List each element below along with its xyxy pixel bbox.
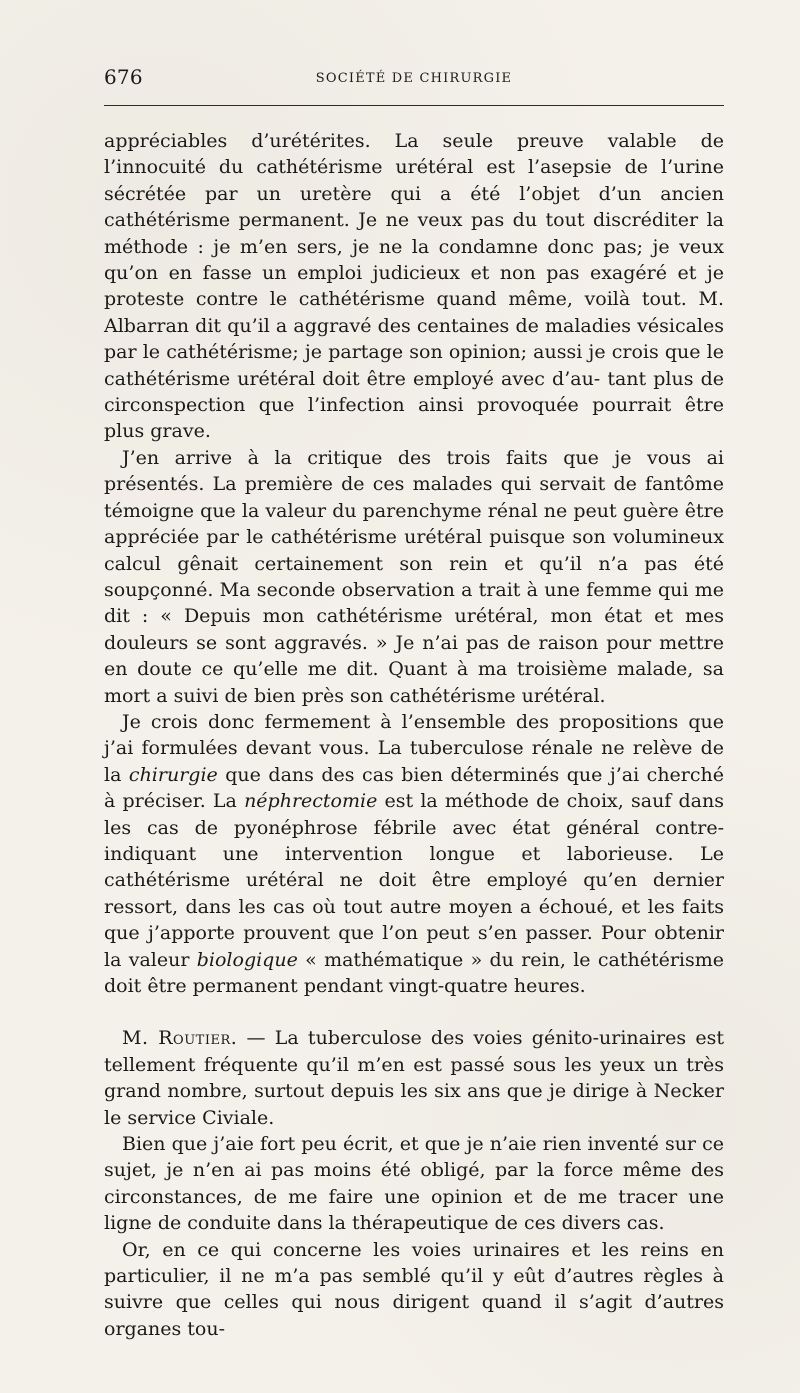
paragraph-3-text-3: est la méthode de choix, sauf dans les cas de pyonéphrose fébrile avec état général contre-indiquant une intervention longue et laborieuse. Le cathétérisme urétéral ne doit être employé qu’en dernier ressort, dans les cas où tout autre moyen a échoué, et les faits que j’apporte prouvent que l’on peut s’en passer. Pour obtenir la valeur — [104, 790, 724, 971]
paragraph-3-text-4: « mathématique » du rein, le cathétérisme doit être permanent pendant vingt-quatre heures. — [104, 948, 724, 997]
paragraph-3-text-1: Je crois donc fermement à l’ensemble des propositions que j’ai formulées devant vous. La tuberculose rénale ne relève de la — [104, 710, 724, 786]
paragraph-1: appréciables d’urétérites. La seule preuve valable de l’innocuité du cathétérisme urétéral est l’asepsie de l’urine sécrétée par un uretère qui a été l’objet d’un ancien cathétérisme permanent. Je ne veux pas du tout discréditer la méthode : je m’en sers, je ne la condamne donc pas; je veux qu’on en fasse un emploi judicieux et non pas exagéré et je proteste contre le cathétérisme quand même, voilà tout. M. Albarran dit qu’il a aggravé des centaines de maladies vésicales par le cathétérisme; je partage son opinion; aussi je crois que le cathétérisme urétéral doit être employé avec d’au- tant plus de circonspection que l’infection ainsi provoquée pourrait être plus grave. — [104, 130, 724, 443]
paragraph-2: J’en arrive à la critique des trois faits que je vous ai présentés. La première de ces malades qui servait de fantôme témoigne que la valeur du parenchyme rénal ne peut guère être appréciée par le cathétérisme urétéral puisque son volumineux calcul gênait certainement son rein et qu’il n’a pas été soupçonné. Ma seconde observation a trait à une femme qui me dit : « Depuis mon cathétérisme urétéral, mon état et mes douleurs se sont aggravés. » Je n’ai pas de raison pour mettre en doute ce qu’elle me dit. Quant à ma troisième malade, sa mort a suivi de bien près son cathétérisme urétéral. — [104, 446, 724, 707]
paragraph-3 — [104, 709, 724, 999]
header-rule — [104, 105, 724, 106]
page-number: 676 — [104, 65, 143, 89]
paragraph-3-text-2: que dans des cas bien déterminés que j’ai cherché à préciser. La — [104, 763, 725, 813]
paragraph-5: Bien que j’aie fort peu écrit, et que je n’aie rien inventé sur ce sujet, je n’en ai pas moins été obligé, par la force même des circonstances, de me faire une opinion et de me tracer une ligne de conduite dans la thérapeutique de ces divers cas. — [104, 1133, 724, 1235]
italic-chirurgie: chirurgie — [128, 763, 218, 786]
italic-nephrectomie: néphrectomie — [244, 790, 378, 813]
body-text — [104, 128, 724, 1342]
running-title: SOCIÉTÉ DE CHIRURGIE — [315, 71, 513, 86]
paragraph-6: Or, en ce qui concerne les voies urinaires et les reins en particulier, il ne m’a pas semblé qu’il y eût d’autres règles à suivre que celles qui nous dirigent quand il s’agit d’autres organes tou- — [104, 1238, 724, 1340]
paragraph-4-text: — La tuberculose des voies génito-urinaires est tellement fréquente qu’il m’en est passé sous les yeux un très grand nombre, surtout depuis les six ans que je dirige à Necker le service Civiale. — [104, 1027, 724, 1129]
italic-biologique: biologique — [196, 948, 298, 971]
paragraph-4 — [104, 1025, 724, 1131]
page-header — [104, 63, 724, 107]
speaker-name: M. Routier. — [122, 1027, 238, 1050]
section-gap — [104, 999, 724, 1025]
